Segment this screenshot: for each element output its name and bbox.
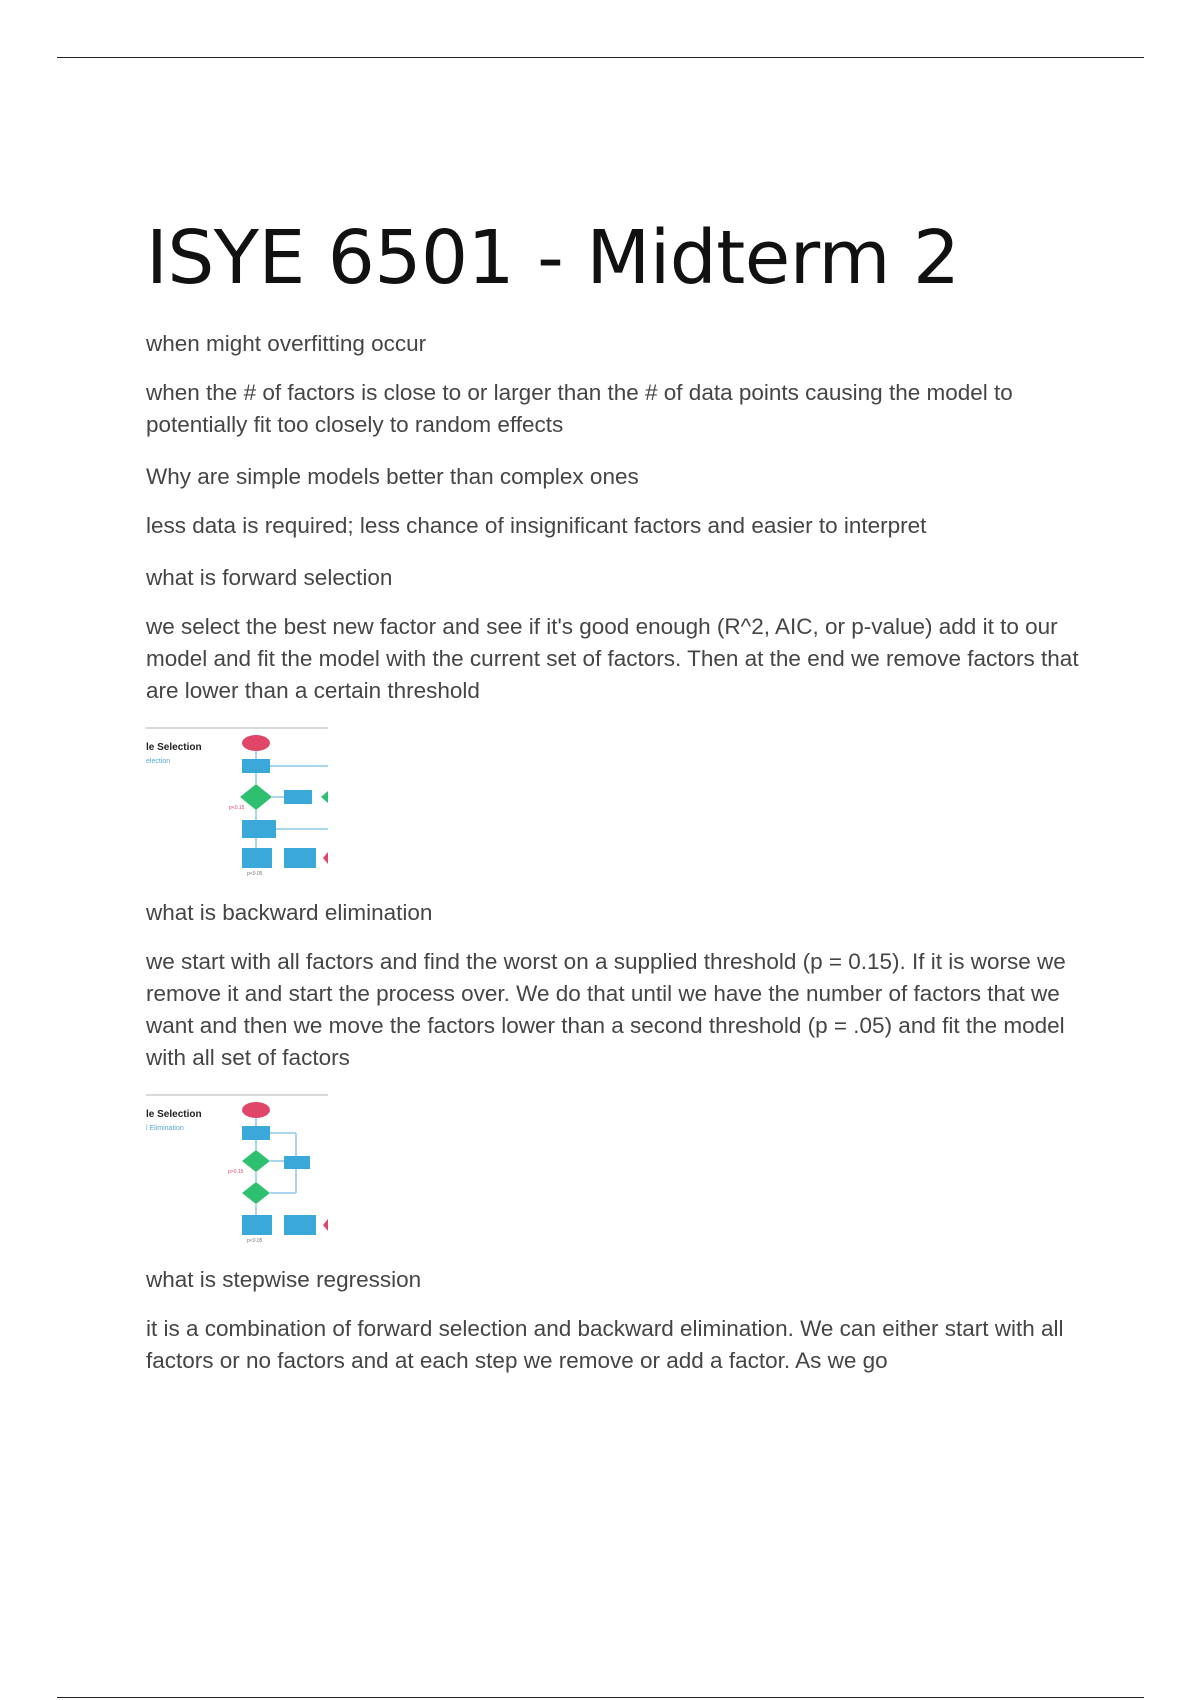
figure-label: le Selection bbox=[146, 742, 202, 753]
bottom-rule bbox=[57, 1697, 1144, 1698]
answer-text: we select the best new factor and see if it's good enough (R^2, AIC, or p-value) add it to our model and fit the model with the current set of factors. Then at the end we remove factors that are lower than a certain threshold bbox=[146, 614, 1079, 703]
question-text: what is stepwise regression bbox=[146, 1267, 422, 1292]
svg-text:p<0.05: p<0.05 bbox=[247, 871, 263, 877]
document-title: ISYE 6501 - Midterm 2 bbox=[146, 215, 960, 301]
backward-elimination-flowchart-image bbox=[146, 1094, 328, 1244]
svg-text:p<0.05: p<0.05 bbox=[247, 1238, 263, 1244]
qa-list bbox=[146, 328, 1096, 1377]
document-body bbox=[146, 210, 1096, 1397]
svg-text:p<0.15: p<0.15 bbox=[229, 805, 245, 811]
figure-label: le Selection bbox=[146, 1109, 202, 1120]
answer-text: less data is required; less chance of insignificant factors and easier to interpret bbox=[146, 513, 927, 538]
top-rule bbox=[57, 57, 1144, 58]
answer-text: we start with all factors and find the worst on a supplied threshold (p = 0.15). If it is worse we remove it and start the process over. We do that until we have the number of factors that we want and then we move the factors lower than a second threshold (p = .05) and fit the model with all set of factors bbox=[146, 949, 1066, 1070]
question-text: when might overfitting occur bbox=[146, 331, 427, 356]
question-text: what is forward selection bbox=[146, 565, 393, 590]
answer-text: it is a combination of forward selection and backward elimination. We can either start with all factors or no factors and at each step we remove or add a factor. As we go bbox=[146, 1316, 1064, 1373]
question-text: what is backward elimination bbox=[146, 900, 433, 925]
question-text: Why are simple models better than complex ones bbox=[146, 464, 639, 489]
figure-sublabel: election bbox=[146, 758, 171, 765]
figure-sublabel: l Elimination bbox=[146, 1125, 184, 1132]
forward-selection-flowchart-image bbox=[146, 727, 328, 877]
svg-text:p>0.15: p>0.15 bbox=[228, 1169, 244, 1175]
answer-text: when the # of factors is close to or larger than the # of data points causing the model to potentially fit too closely to random effects bbox=[146, 380, 1013, 437]
